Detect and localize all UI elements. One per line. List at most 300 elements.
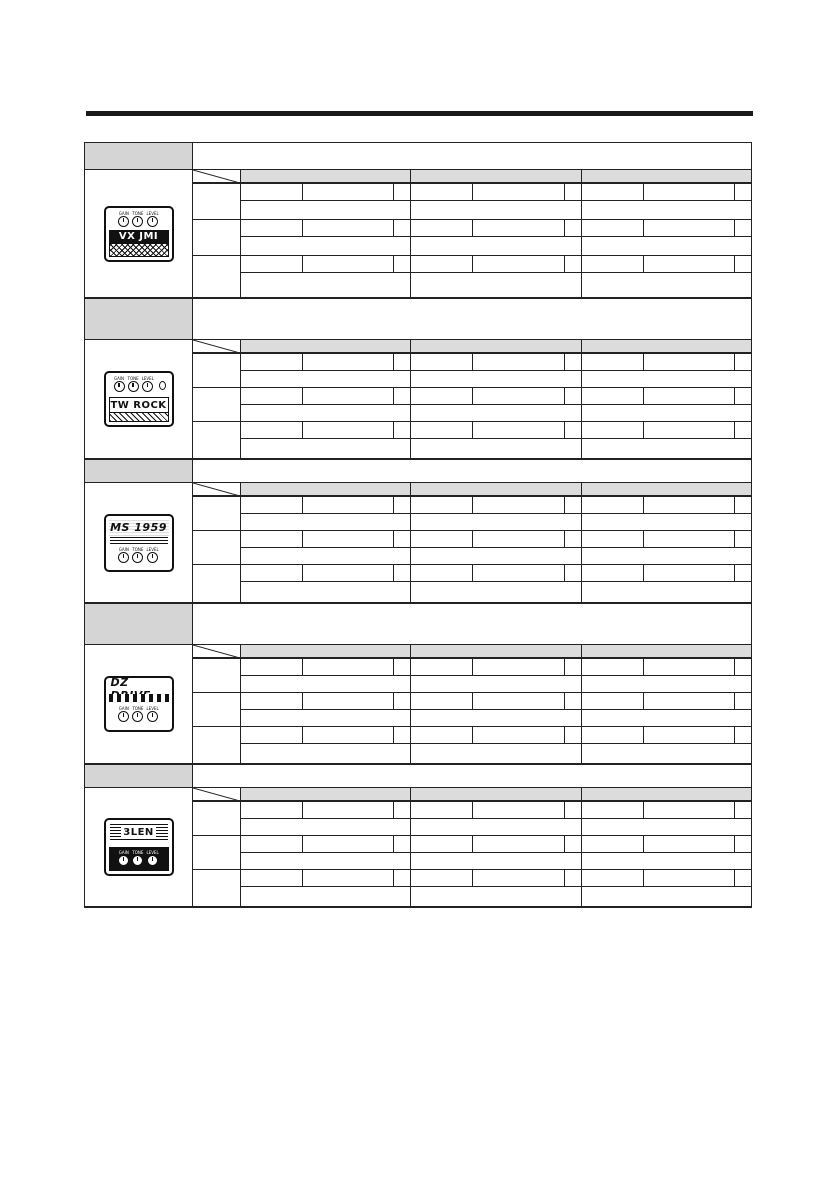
table-subcell: [735, 184, 751, 200]
table-subcell: [241, 531, 410, 548]
table-subcell: [411, 727, 580, 744]
table-subcell: [193, 788, 240, 800]
parameter-value-cell: [240, 422, 410, 458]
table-subcell: [582, 819, 751, 835]
parameter-value-cell: [410, 659, 580, 692]
amp-nameplate: TW ROCK: [109, 397, 169, 413]
table-subcell: [241, 565, 303, 581]
table-subcell: [241, 659, 303, 675]
grid-header: [193, 340, 751, 353]
parameter-grid: [193, 645, 751, 763]
parameter-value-cell: [581, 693, 751, 726]
table-subcell: [644, 836, 735, 852]
table-subcell: [240, 354, 751, 387]
knob-icon: [132, 855, 143, 866]
parameter-row: [193, 387, 751, 421]
parameter-value-cell: [581, 220, 751, 255]
parameter-value-cell: [581, 870, 751, 906]
knob-row: [106, 706, 172, 722]
table-subcell: [644, 422, 735, 438]
parameter-value-cell: [240, 565, 410, 602]
parameter-row: [193, 564, 751, 602]
knob: [118, 850, 129, 866]
table-subcell: [303, 256, 394, 272]
table-subcell: [411, 422, 473, 438]
effect-description: [193, 143, 751, 169]
table-subcell: [735, 422, 751, 438]
table-subcell: [240, 693, 751, 726]
table-subcell: [565, 870, 581, 886]
table-subcell: [582, 870, 751, 887]
effect-section-3len: [85, 765, 751, 906]
table-subcell: [644, 256, 735, 272]
parameter-row: [193, 183, 751, 219]
table-subcell: [582, 439, 751, 458]
knob: [128, 376, 139, 392]
parameter-value-cell: [240, 354, 410, 387]
parameter-value-cell: [410, 565, 580, 602]
effect-name-cell: [85, 460, 193, 482]
table-subcell: [735, 256, 751, 272]
table-subcell: [394, 802, 410, 818]
effect-name-cell: [85, 143, 193, 169]
table-subcell: [394, 659, 410, 675]
table-subcell: [241, 354, 410, 371]
parameter-value-cell: [240, 388, 410, 421]
table-subcell: [411, 220, 580, 237]
parameter-value-cell: [410, 220, 580, 255]
table-subcell: [411, 531, 473, 547]
knob-row: [106, 547, 172, 563]
table-subcell: [582, 727, 644, 743]
table-subcell: [582, 693, 644, 709]
knob-label: GAIN: [118, 546, 129, 552]
parameter-value-cell: [240, 531, 410, 564]
parameter-label-cell: [193, 220, 240, 255]
table-subcell: [394, 565, 410, 581]
table-subcell: [411, 870, 580, 887]
table-subcell: [394, 256, 410, 272]
table-subcell: [582, 853, 751, 869]
knob-label: TONE: [132, 850, 144, 855]
table-subcell: [565, 693, 581, 709]
table-subcell: [582, 388, 751, 405]
table-subcell: [241, 184, 410, 201]
effect-image-cell: [85, 340, 193, 458]
table-subcell: [735, 388, 751, 404]
effect-description: [193, 604, 751, 644]
parameter-value-cell: [581, 836, 751, 869]
table-subcell: [240, 870, 751, 906]
table-subcell: [411, 853, 580, 869]
knob-label: GAIN: [118, 850, 129, 855]
parameter-value-cell: [410, 497, 580, 530]
column-header-cell: [410, 788, 580, 800]
table-subcell: [241, 354, 303, 370]
table-subcell: [411, 439, 580, 458]
table-subcell: [473, 836, 564, 852]
table-subcell: [303, 531, 394, 547]
parameter-label-cell: [193, 388, 240, 421]
input-jack-icon: [159, 381, 166, 390]
effect-image-cell: [85, 170, 193, 297]
table-subcell: [241, 744, 410, 763]
parameter-value-cell: [410, 354, 580, 387]
grid-header: [193, 788, 751, 801]
table-subcell: [735, 870, 751, 886]
table-subcell: [303, 870, 394, 886]
table-subcell: [193, 340, 240, 352]
table-subcell: [411, 497, 580, 514]
column-header-cell: [581, 483, 751, 495]
table-subcell: [644, 870, 735, 886]
table-subcell: [582, 659, 751, 676]
parameter-value-cell: [581, 184, 751, 219]
table-subcell: [411, 582, 580, 602]
parameter-value-cell: [410, 256, 580, 297]
parameter-row: [193, 801, 751, 835]
parameter-label-cell: [193, 802, 240, 835]
column-header-cell: [240, 788, 410, 800]
knob: [118, 706, 129, 722]
knob-icon: [147, 216, 158, 227]
parameter-label-cell: [193, 659, 240, 692]
parameter-row: [193, 530, 751, 564]
effect-description: [193, 765, 751, 787]
table-subcell: [241, 388, 410, 405]
table-subcell: [394, 497, 410, 513]
table-subcell: [303, 220, 394, 236]
table-subcell: [473, 497, 564, 513]
parameter-value-cell: [240, 659, 410, 692]
parameter-row: [193, 421, 751, 458]
table-subcell: [394, 422, 410, 438]
table-subcell: [473, 870, 564, 886]
grid-header: [193, 645, 751, 658]
table-subcell: [582, 870, 644, 886]
parameter-value-cell: [410, 870, 580, 906]
parameter-grid: [193, 170, 751, 297]
knob: [146, 706, 158, 722]
table-subcell: [303, 497, 394, 513]
knob: [114, 376, 125, 392]
table-subcell: [241, 405, 410, 421]
table-subcell: [644, 354, 735, 370]
parameter-grid: [193, 788, 751, 906]
table-subcell: [582, 659, 644, 675]
table-subcell: [582, 727, 751, 744]
parameter-value-cell: [581, 565, 751, 602]
knob-row: [106, 850, 172, 866]
parameter-label-cell: [193, 565, 240, 602]
table-subcell: [241, 497, 303, 513]
parameter-value-cell: [410, 802, 580, 835]
table-subcell: [240, 659, 751, 692]
table-subcell: [411, 676, 580, 692]
table-subcell: [241, 565, 410, 582]
knob: [146, 850, 158, 866]
table-subcell: [644, 220, 735, 236]
table-subcell: [582, 676, 751, 692]
table-subcell: [582, 582, 751, 602]
knob: [132, 211, 143, 227]
table-subcell: [241, 514, 410, 530]
knob-label: GAIN: [118, 706, 129, 711]
table-subcell: [582, 422, 751, 439]
knob-icon: [132, 552, 143, 563]
table-subcell: [565, 531, 581, 547]
table-subcell: [644, 565, 735, 581]
table-subcell: [582, 422, 644, 438]
effect-description: [193, 299, 751, 339]
amp-dz-drive-icon: [104, 676, 174, 732]
table-subcell: [411, 744, 580, 763]
table-subcell: [240, 184, 751, 219]
table-subcell: [241, 582, 410, 602]
parameter-value-cell: [410, 388, 580, 421]
parameter-label-cell: [193, 256, 240, 297]
table-subcell: [411, 693, 580, 710]
table-subcell: [241, 802, 410, 819]
parameter-value-cell: [581, 354, 751, 387]
parameter-value-cell: [410, 836, 580, 869]
knob-label: GAIN: [113, 376, 124, 381]
effect-image-cell: [85, 788, 193, 906]
parameter-value-cell: [240, 836, 410, 869]
table-subcell: [644, 727, 735, 743]
table-subcell: [565, 220, 581, 236]
table-subcell: [644, 531, 735, 547]
table-subcell: [193, 170, 240, 182]
column-header-cell: [410, 645, 580, 657]
table-subcell: [582, 220, 644, 236]
table-subcell: [411, 371, 580, 387]
knob: [132, 547, 143, 563]
table-subcell: [411, 802, 473, 818]
parameter-label-cell: [193, 870, 240, 906]
amp-nameplate-text: DZ: [109, 676, 169, 702]
table-subcell: [582, 710, 751, 726]
amp-3len-icon: [104, 818, 174, 876]
table-subcell: [241, 548, 410, 564]
parameter-value-cell: [581, 388, 751, 421]
knob: [132, 706, 143, 722]
knob: [132, 850, 143, 866]
table-subcell: [565, 388, 581, 404]
table-subcell: [735, 836, 751, 852]
grille-pattern: [109, 412, 169, 422]
table-subcell: [240, 388, 751, 421]
table-subcell: [473, 388, 564, 404]
table-subcell: [582, 836, 751, 853]
table-subcell: [241, 388, 303, 404]
table-subcell: [241, 836, 303, 852]
parameter-row: [193, 353, 751, 387]
table-subcell: [241, 693, 303, 709]
table-subcell: [582, 548, 751, 564]
knob-label: GAIN: [118, 210, 129, 216]
table-subcell: [411, 727, 473, 743]
parameter-label-cell: [193, 422, 240, 458]
table-subcell: [735, 565, 751, 581]
parameter-label-cell: [193, 531, 240, 564]
table-subcell: [240, 422, 751, 458]
grille-pattern: [109, 694, 169, 702]
parameter-value-cell: [240, 220, 410, 255]
column-header-cell: [581, 788, 751, 800]
table-subcell: [241, 439, 410, 458]
effect-name-cell: [85, 765, 193, 787]
table-subcell: [411, 693, 473, 709]
table-subcell: [394, 220, 410, 236]
table-subcell: [303, 659, 394, 675]
table-subcell: [411, 422, 580, 439]
table-subcell: [241, 870, 303, 886]
knob: [118, 211, 129, 227]
parameter-value-cell: [581, 802, 751, 835]
knob-icon: [114, 381, 125, 392]
table-subcell: [411, 836, 580, 853]
table-subcell: [411, 565, 580, 582]
parameter-value-cell: [240, 497, 410, 530]
table-subcell: [473, 565, 564, 581]
knob-label: TONE: [132, 546, 144, 552]
table-subcell: [735, 354, 751, 370]
knob: [142, 376, 154, 392]
table-subcell: [241, 237, 410, 255]
grid-header: [193, 170, 751, 183]
knob-icon: [132, 216, 143, 227]
table-subcell: [241, 371, 410, 387]
knob-row: [106, 211, 172, 227]
table-subcell: [241, 256, 303, 272]
table-subcell: [241, 693, 410, 710]
parameter-label-cell: [193, 497, 240, 530]
knob-icon: [118, 855, 129, 866]
table-subcell: [473, 422, 564, 438]
table-subcell: [240, 836, 751, 869]
table-subcell: [565, 256, 581, 272]
table-subcell: [411, 514, 580, 530]
table-subcell: [582, 693, 751, 710]
table-subcell: [582, 388, 644, 404]
table-subcell: [735, 220, 751, 236]
table-subcell: [582, 201, 751, 219]
table-subcell: [735, 727, 751, 743]
table-subcell: [241, 802, 303, 818]
table-subcell: [735, 659, 751, 675]
effect-parameter-table: [84, 142, 752, 907]
table-subcell: [644, 184, 735, 200]
table-subcell: [582, 887, 751, 906]
table-subcell: [241, 220, 303, 236]
table-subcell: [582, 354, 644, 370]
effect-image-cell: [85, 483, 193, 602]
table-subcell: [394, 354, 410, 370]
parameter-value-cell: [581, 497, 751, 530]
knob: [146, 211, 158, 227]
table-subcell: [241, 836, 410, 853]
parameter-row: [193, 692, 751, 726]
knob-label: TONE: [132, 706, 144, 711]
table-subcell: [582, 514, 751, 530]
table-subcell: [565, 497, 581, 513]
effect-image-cell: [85, 645, 193, 763]
table-subcell: [582, 405, 751, 421]
knob-icon: [118, 552, 129, 563]
table-subcell: [394, 531, 410, 547]
effect-section-dz-drive: [85, 604, 751, 765]
effect-section-ms-1959: [85, 460, 751, 604]
table-subcell: [411, 548, 580, 564]
table-subcell: [411, 710, 580, 726]
table-subcell: [735, 531, 751, 547]
table-subcell: [240, 256, 751, 297]
table-subcell: [240, 531, 751, 564]
amp-nameplate: VX JMI: [109, 230, 169, 244]
column-header-cell: [581, 340, 751, 352]
grid-header: [193, 483, 751, 496]
parameter-value-cell: [581, 531, 751, 564]
amp-nameplate: MS 1959: [110, 521, 167, 534]
column-header-cell: [240, 645, 410, 657]
table-subcell: [565, 727, 581, 743]
table-subcell: [473, 220, 564, 236]
table-subcell: [303, 693, 394, 709]
grille-pattern: [109, 243, 169, 257]
knob-label: LEVEL: [141, 376, 154, 381]
table-subcell: [241, 273, 410, 297]
table-subcell: [582, 184, 644, 200]
table-subcell: [411, 659, 473, 675]
table-subcell: [241, 201, 410, 219]
table-subcell: [303, 836, 394, 852]
grille-pattern: [110, 536, 168, 544]
knob-label: LEVEL: [146, 850, 159, 855]
table-subcell: [241, 184, 303, 200]
table-subcell: [582, 531, 644, 547]
knob: [118, 547, 129, 563]
table-subcell: [240, 497, 751, 530]
table-subcell: [411, 256, 473, 272]
parameter-value-cell: [240, 727, 410, 763]
table-subcell: [240, 220, 751, 255]
table-subcell: [241, 870, 410, 887]
table-subcell: [582, 371, 751, 387]
table-subcell: [241, 422, 410, 439]
table-subcell: [582, 836, 644, 852]
effect-name-cell: [85, 604, 193, 644]
amp-ms-1959-icon: [104, 514, 174, 572]
table-subcell: [241, 727, 410, 744]
table-subcell: [473, 727, 564, 743]
effect-description: [193, 460, 751, 482]
amp-tw-rock-icon: [104, 371, 174, 427]
parameter-row: [193, 496, 751, 530]
table-subcell: [735, 497, 751, 513]
table-subcell: [411, 836, 473, 852]
table-subcell: [241, 887, 410, 906]
parameter-row: [193, 255, 751, 297]
knob-icon: [128, 381, 139, 392]
table-subcell: [241, 497, 410, 514]
knob-icon: [118, 216, 129, 227]
table-subcell: [303, 802, 394, 818]
table-subcell: [582, 184, 751, 201]
knob-icon: [147, 711, 158, 722]
column-header-cell: [410, 170, 580, 182]
table-subcell: [193, 645, 240, 657]
